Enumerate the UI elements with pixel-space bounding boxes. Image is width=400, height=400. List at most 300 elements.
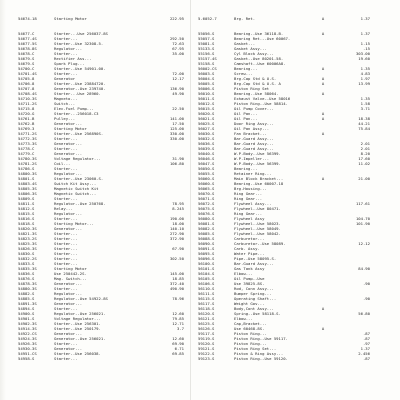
part-description: Starting Motor (54, 16, 87, 21)
part-price: 302.50 (169, 256, 184, 261)
part-description: Starting Motor... (54, 221, 94, 226)
part-code: A (321, 326, 325, 331)
part-description: Oil Pan... (234, 111, 258, 116)
part-description: Oil Pan... (234, 116, 258, 121)
part-price: 22.50 (172, 106, 184, 111)
part-description: Piston Ring Set... (234, 346, 277, 351)
part-number: 59121-S (198, 346, 215, 351)
part-description: Starter...Use 28960. (54, 91, 101, 96)
part-description: Flywheel--Use 58023. (234, 221, 281, 226)
part-number: 56005-S (198, 81, 215, 86)
part-price: 44.21 (358, 121, 370, 126)
part-number: 56010-S (198, 91, 215, 96)
part-price: 330.00 (169, 131, 184, 136)
part-number: 54679-S (18, 61, 35, 66)
part-description: Regulator--Use 54922-8S (54, 296, 108, 301)
part-number: 59117-S (198, 331, 215, 336)
part-description: Generator (54, 76, 76, 81)
list-item (18, 356, 186, 361)
part-price: 372.90 (169, 236, 184, 241)
part-description: Oil Pump Cover... (234, 106, 274, 111)
part-number: 54811-S (18, 201, 35, 206)
part-description: Starter--Use 250179. (54, 326, 101, 331)
part-number: 54832-2S (18, 256, 37, 261)
part-number: 54901-S (18, 316, 35, 321)
right-column (198, 6, 373, 361)
part-price: 272.90 (169, 231, 184, 236)
part-price: 292.50 (169, 36, 184, 41)
part-number: 54816-S (18, 216, 35, 221)
part-description: Starter...Use 256037-8S (54, 31, 108, 36)
part-number: 59122-S (198, 351, 215, 356)
part-description: Body,Cont Assy... (234, 306, 274, 311)
part-number: 54885-S (18, 296, 35, 301)
part-number: 55156-S (198, 51, 215, 56)
part-description: Brg.Cap Std & U.S. A (234, 81, 281, 86)
part-description: Gasket... (234, 41, 256, 46)
part-number: 54679-S (18, 56, 35, 61)
part-price: 69.85 (172, 351, 184, 356)
part-code: A (321, 116, 325, 121)
part-description: Starter... (54, 251, 78, 256)
part-price: .87 (362, 336, 370, 341)
part-description: Cyl Block Assy... (234, 51, 274, 56)
part-price: 1.35 (360, 66, 370, 71)
part-description: Brg.Housing... (234, 186, 267, 191)
part-price: 490.90 (169, 286, 184, 291)
part-price: 11.02 (358, 161, 370, 166)
part-price: 18.00 (172, 221, 184, 226)
part-price: 303.00 (355, 51, 370, 56)
part-number: 54809-S (18, 196, 35, 201)
part-description: W.P.Body--Use 56399. (234, 151, 281, 156)
part-description: Starter... (54, 71, 78, 76)
part-number: 56025-S (198, 121, 215, 126)
part-number: 56060-S (198, 176, 215, 181)
part-number: 54678-C (18, 51, 35, 56)
part-number: 56011-S (198, 96, 215, 101)
part-number: 56117-S (198, 301, 215, 306)
part-number: 54674-18 (18, 16, 37, 21)
part-description: Generator... (54, 281, 83, 286)
part-number: 54833-S (18, 261, 35, 266)
part-description: Flywheel--Use 80471. (234, 206, 281, 211)
part-price: 67.95 (172, 46, 184, 51)
part-number: 56101-S (198, 266, 215, 271)
part-description: Bearing--Use 36118-B. (234, 31, 284, 36)
part-description: Regulator--Use 250768. (54, 201, 106, 206)
part-number: 54914-3S (18, 326, 37, 331)
part-code (134, 16, 144, 21)
part-description: Bumper Spring... (234, 291, 272, 296)
part-description: Starter... (54, 236, 78, 241)
part-price: 31.90 (172, 156, 184, 161)
part-number: 56082-S (198, 226, 215, 231)
part-price: 2.456 (358, 351, 370, 356)
part-description: Starter... (54, 51, 78, 56)
part-price: 79.85 (172, 316, 184, 321)
part-number: 56126-S (198, 326, 215, 331)
part-description: Piston Ring--Use 58814. (234, 101, 288, 106)
part-number: 56121-S (198, 316, 215, 321)
part-number: 56110-S (198, 286, 215, 291)
part-description: Magnetic Switch... (54, 191, 97, 196)
part-price: 2.01 (360, 141, 370, 146)
part-description: Starter... (54, 231, 78, 236)
part-number: 54786-S (18, 166, 35, 171)
part-description: Screw... (234, 71, 253, 76)
part-price: .90 (362, 281, 370, 286)
part-number: 56040-S (198, 151, 215, 156)
part-description: Regulator... (54, 46, 83, 51)
part-description: Use 39825-8S. (234, 281, 265, 286)
part-number: 56104-S (198, 271, 215, 276)
part-price: 72.00 (172, 71, 184, 76)
part-description: Starter--Use 23884720. (54, 81, 106, 86)
part-price: 4.83 (360, 71, 370, 76)
part-number: 59123-S (198, 356, 215, 361)
list-item (198, 356, 373, 361)
part-description: Starter... (54, 136, 78, 141)
part-description: Ring Gear... (234, 211, 263, 216)
part-number: 54707-8 (18, 86, 35, 91)
part-number: 54781-2S (18, 161, 37, 166)
part-price: 18.38 (358, 116, 370, 121)
part-description: Starter... (54, 241, 78, 246)
part-number: 54677-4S (18, 36, 37, 41)
part-number: 54880-3S (18, 286, 37, 291)
part-description: Cap,Bracket... (234, 321, 267, 326)
part-description: Oil Pump--Use (234, 276, 265, 281)
part-price: 6.71 (174, 346, 184, 351)
part-description: Spark Plug... (54, 61, 85, 66)
part-code: A (321, 16, 325, 21)
part-description: Bar.Guard Assy... (234, 136, 274, 141)
part-number: 54926-3S (18, 341, 37, 346)
part-description: Use 250442-2S. (54, 271, 87, 276)
part-description: Elec.Fuel Pump... (54, 106, 94, 111)
part-number: 56072-S (198, 201, 215, 206)
part-number: 56115-S (198, 296, 215, 301)
part-number: 54836-S (18, 271, 35, 276)
part-number: 54812-S (18, 206, 35, 211)
part-number: 54806-3S (18, 191, 37, 196)
part-description: Bearing... (234, 166, 258, 171)
part-number: 54677-C (18, 31, 35, 36)
part-number: 54677-5S (18, 41, 37, 46)
part-description: Relay... (54, 206, 73, 211)
part-price: 125.00 (169, 126, 184, 131)
part-number: 54815-S (18, 211, 35, 216)
part-description: Switch... (54, 101, 76, 106)
part-number: 54803-4S (18, 181, 37, 186)
part-price: 72.63 (172, 41, 184, 46)
part-description: Generator--Use 256021. (54, 336, 106, 341)
part-description: Voltage Regulator... (54, 316, 101, 321)
part-number: 56125-S (198, 321, 215, 326)
part-number: 54779-C (18, 151, 35, 156)
part-description: Magneto... (54, 96, 78, 101)
part-description: Generator... (54, 331, 83, 336)
part-price: 222.95 (169, 16, 184, 21)
part-number: 56096-S (198, 256, 215, 261)
part-number: 54701-4S (18, 71, 37, 76)
part-number: 54778-C (18, 146, 35, 151)
part-price: 17.60 (358, 156, 370, 161)
part-description: Gasket--Use 80201-58. (234, 56, 284, 61)
part-price: 3.71 (360, 106, 370, 111)
part-description: Use 60468-8S. (234, 326, 265, 331)
part-description: Generator... (54, 226, 83, 231)
part-number: 59119-S (198, 336, 215, 341)
part-description: Flywheel--Use 58042. (234, 231, 281, 236)
part-number: 56088-S (198, 236, 215, 241)
part-price: 69.90 (172, 341, 184, 346)
part-description: Flywheel Assy... (234, 201, 272, 206)
part-description: Regulator... (54, 211, 83, 216)
part-description: Piston Ring--Use 59117. (234, 336, 288, 341)
part-description: Bearing--Use 58064. (234, 91, 279, 96)
part-description: Pulley... (54, 116, 76, 121)
part-number: 56002-CS (198, 66, 217, 71)
part-number: 55057-S (198, 36, 215, 41)
part-number: 54715-8 (18, 106, 35, 111)
part-number: 54825-3S (18, 241, 37, 246)
part-description: Switch Kit Assy... (54, 181, 97, 186)
part-number: 5.6052-7 (198, 16, 217, 21)
part-number: 54705-8 (18, 76, 35, 81)
part-description: Starter... (54, 256, 78, 261)
part-number: 56006-S (198, 86, 215, 91)
part-price: 1.15 (360, 41, 370, 46)
part-description: Starter--Use 23060-S. (54, 176, 104, 181)
part-description: Gasket Assy... (234, 46, 267, 51)
part-number: 56015-S (198, 106, 215, 111)
part-description: Piston Ring Set (234, 86, 270, 91)
part-description: Rectifier Ass... (54, 56, 92, 61)
part-description: Generator... (54, 141, 83, 146)
part-description: Starter... (54, 286, 78, 291)
list-item (18, 16, 186, 21)
part-price: 136.90 (169, 86, 184, 91)
part-description: Starter--Use 32308-5. (54, 41, 104, 46)
part-number: 54700-C (18, 66, 35, 71)
part-number: 55158-S (198, 61, 215, 66)
part-number: 54708-4S (18, 91, 37, 96)
part-number: 56095-S (198, 251, 215, 256)
part-price: 1.37 (360, 346, 370, 351)
part-number: 56032-S (198, 136, 215, 141)
part-price: 56.80 (358, 311, 370, 316)
part-price: 67.90 (172, 246, 184, 251)
part-description: Piston & Ring Assy... (234, 351, 284, 356)
part-description: Starter... (54, 341, 78, 346)
part-description: Rod, Conn Assy... (234, 286, 274, 291)
part-price: 372.40 (169, 281, 184, 286)
part-description: Bearing... (234, 66, 258, 71)
part-price: 78.96 (172, 296, 184, 301)
part-code: A (321, 176, 325, 181)
part-description: Starter... (54, 246, 78, 251)
part-price: 3.7 (176, 326, 184, 331)
part-number: 54772-3S (18, 136, 37, 141)
part-price: 18.85 (172, 276, 184, 281)
column-divider (190, 0, 191, 400)
part-code (318, 356, 328, 361)
part-number: 54924-3S (18, 336, 37, 341)
part-number: 56090-S (198, 241, 215, 246)
part-description: Elbow... (234, 316, 253, 321)
part-description: Bearing--Use 60007-18 (234, 181, 284, 186)
part-number: 54818-S (18, 221, 35, 226)
part-number: 56060-S (198, 181, 215, 186)
part-description: Door Ring Assy... (234, 121, 274, 126)
part-description: Starter... (54, 166, 78, 171)
part-number: 56071-S (198, 196, 215, 201)
part-number: 54771-2S (18, 131, 37, 136)
part-price: 19.60 (358, 56, 370, 61)
part-description: Generator... (54, 121, 83, 126)
part-description: Magnetic Switch Kit (54, 186, 99, 191)
part-description: Regulator... (54, 291, 83, 296)
part-description: Starter... (54, 356, 78, 361)
part-code: A (321, 81, 325, 86)
part-number: 54710-3S (18, 96, 37, 101)
part-number: 54800-3S (18, 171, 37, 176)
part-description: Starter--Use 256038. (54, 351, 101, 356)
part-description: Starter--Use 256890S. (54, 131, 104, 136)
part-price: 35.00 (172, 51, 184, 56)
part-description: Fan Bracket... (234, 131, 267, 136)
part-number: 56111-S (198, 291, 215, 296)
part-description: Starter... (54, 146, 78, 151)
part-number: 54826-3S (18, 246, 37, 251)
part-price: .90 (362, 296, 370, 301)
part-number: 56080-S (198, 216, 215, 221)
part-price: 145.00 (169, 271, 184, 276)
part-number: 56081-S (198, 221, 215, 226)
part-number: 59120-S (198, 341, 215, 346)
left-column (18, 6, 186, 361)
part-description: Starter... (54, 306, 78, 311)
part-description: Piston Ring... (234, 331, 267, 336)
part-description: Flywheel Assy (234, 216, 265, 221)
part-number: 54720-G (18, 111, 35, 116)
part-number: 56055-S (198, 171, 215, 176)
part-price: 13.99 (358, 81, 370, 86)
part-number: 54678-8S (18, 46, 37, 51)
part-description: Brg. Ret. (234, 16, 256, 21)
part-description: Mag. Switch... (54, 276, 87, 281)
part-price: 49.90 (172, 91, 184, 96)
part-price: 17.50 (172, 121, 184, 126)
part-description: W.P.Body--Use 56399. (234, 161, 281, 166)
part-description: Generator... (54, 346, 83, 351)
part-code: A (321, 31, 325, 36)
part-number: 56100-S (198, 261, 215, 266)
part-number: 56120-S (198, 311, 215, 316)
part-description: Generator... (54, 151, 83, 156)
part-description: Starter--Use 54901-00. (54, 66, 106, 71)
part-description: Main Block Bracket... (234, 176, 284, 181)
part-code: A (321, 76, 325, 81)
part-description: Water Pipe... (234, 251, 265, 256)
part-number: 54762-B (18, 121, 35, 126)
part-number: 54780-3S (18, 156, 37, 161)
part-description: Weight Gov... (234, 301, 265, 306)
part-price: .97 (362, 341, 370, 346)
part-description: Flywheel--Use 58049. (234, 226, 281, 231)
part-price: 106.80 (169, 161, 184, 166)
part-number: 55157-4S (198, 56, 217, 61)
part-number: 54805-3S (18, 186, 37, 191)
part-description: Camshaft--Use 60006A8. (234, 61, 286, 66)
part-description: Starting Motor (54, 266, 87, 271)
part-description: Bar.Guard Assy... (234, 261, 274, 266)
part-description: Starting Motor (54, 126, 87, 131)
part-price: .87 (362, 356, 370, 361)
part-description: Starter... (54, 261, 78, 266)
part-price: 101.90 (355, 221, 370, 226)
part-description: Voltage Regulator... (54, 156, 101, 161)
part-description: Starter... (54, 36, 78, 41)
part-price: 84.90 (358, 266, 370, 271)
part-description: Starter--Use 256301. (54, 321, 101, 326)
part-description: Bar.Guard Assy... (234, 146, 274, 151)
part-number: 56075-S (198, 206, 215, 211)
page-edge-shadow (0, 0, 6, 400)
part-price: 12.71 (172, 321, 184, 326)
part-number: 54773-3S (18, 141, 37, 146)
part-description: Piston Ring... (234, 341, 267, 346)
part-price: 117.61 (355, 201, 370, 206)
part-price: 2.01 (360, 146, 370, 151)
part-description: Pipe--Use 58095-S. (234, 256, 277, 261)
part-description: W.P.Impeller... (234, 156, 270, 161)
part-number: 54878-3S (18, 281, 37, 286)
part-price: 141.00 (169, 116, 184, 121)
part-number: 56020-S (198, 111, 215, 116)
part-price: 8.245 (172, 206, 184, 211)
part-description: Bearing Ret.--Use 60067. (234, 36, 291, 41)
part-description: Regulator... (54, 171, 83, 176)
list-item (198, 16, 373, 21)
part-number: 56065-S (198, 186, 215, 191)
part-number: 55081-S (198, 41, 215, 46)
part-code: A (321, 66, 325, 71)
part-description: Carb. Assy. (234, 246, 260, 251)
part-number: 54823-2S (18, 236, 37, 241)
part-number: 56050-S (198, 166, 215, 171)
part-number: 56118-S (198, 306, 215, 311)
part-number: 54891-3S (18, 301, 37, 306)
part-number: 56027-S (198, 126, 215, 131)
part-description: Ring Gear... (234, 196, 263, 201)
part-number: 56021-S (198, 116, 215, 121)
part-code: A (321, 91, 325, 96)
part-number: 54835-3S (18, 266, 37, 271)
part-price: 78.95 (172, 201, 184, 206)
part-price: 140.10 (169, 226, 184, 231)
part-description: Brg.Cap Std & U.S. (234, 76, 277, 81)
part-number: 54876-S (18, 276, 35, 281)
part-description: Retainer Ring... (234, 171, 272, 176)
part-description: Regulator--Use 256021. (54, 311, 106, 316)
part-description: Piston Ring--Use 59120. (234, 356, 288, 361)
part-description: Gas Tank Assy (234, 266, 265, 271)
part-number: 54882-S (18, 291, 35, 296)
part-number: 56106-S (198, 281, 215, 286)
